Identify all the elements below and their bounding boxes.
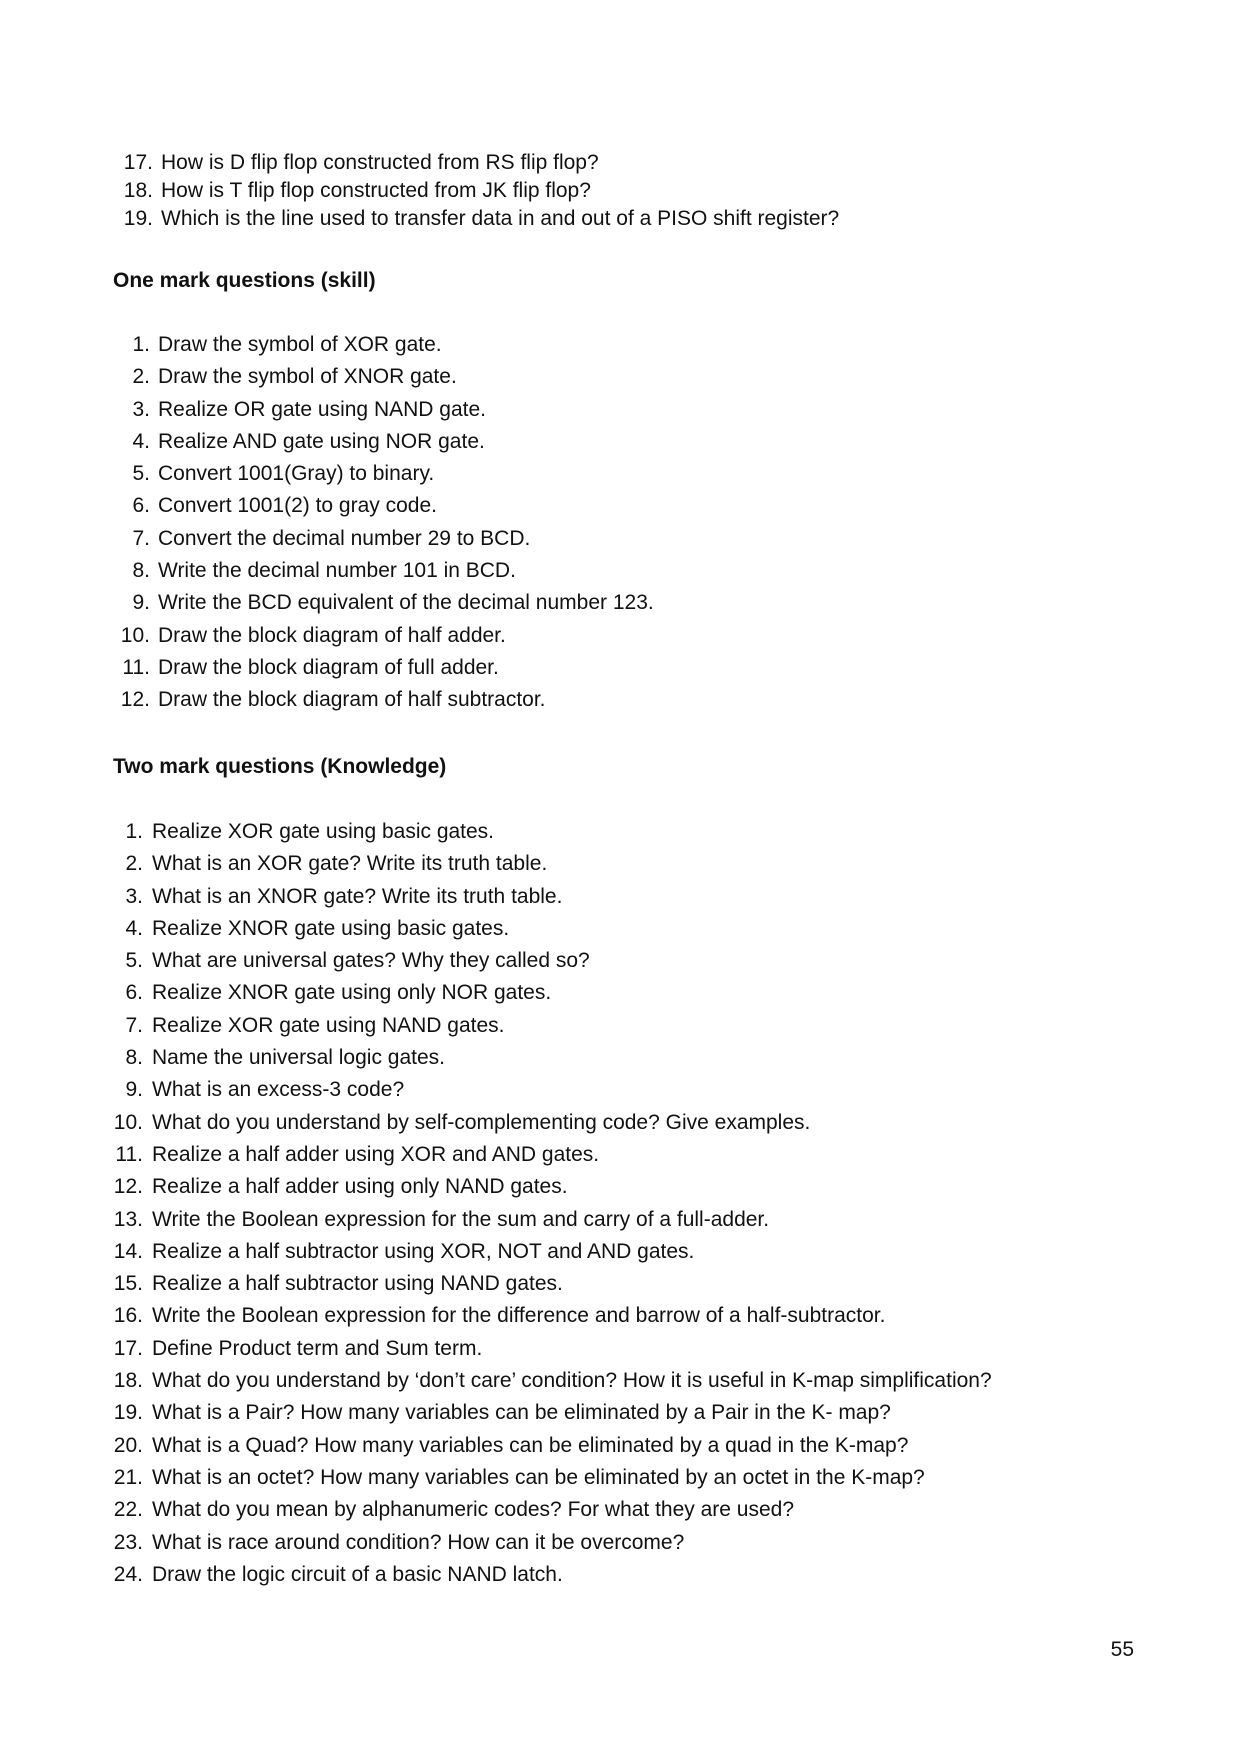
item-text: Draw the block diagram of half adder.	[158, 623, 506, 647]
item-text: What is a Pair? How many variables can be eliminated by a Pair in the K- map?	[152, 1401, 891, 1425]
item-number: 6.	[125, 981, 143, 1005]
item-number: 23.	[113, 1530, 143, 1554]
item-number: 18.	[123, 179, 153, 202]
page-number: 55	[1110, 1638, 1134, 1661]
item-text: Convert 1001(2) to gray code.	[158, 494, 437, 518]
item-text: Draw the symbol of XNOR gate.	[158, 365, 457, 389]
section-heading-two-mark-knowledge: Two mark questions (Knowledge)	[113, 755, 447, 778]
item-number: 5.	[125, 949, 143, 973]
item-text: Write the Boolean expression for the sum and carry of a full-adder.	[152, 1207, 770, 1231]
item-text: Name the universal logic gates.	[152, 1046, 445, 1070]
section-heading-one-mark-skill: One mark questions (skill)	[113, 269, 376, 292]
item-text: What is an excess-3 code?	[152, 1078, 405, 1102]
item-text: Convert the decimal number 29 to BCD.	[158, 526, 531, 550]
item-number: 6.	[132, 494, 150, 518]
item-text: Draw the block diagram of full adder.	[158, 655, 499, 679]
item-number: 1.	[132, 333, 150, 356]
item-text: Realize XOR gate using basic gates.	[152, 820, 495, 843]
item-number: 21.	[113, 1465, 143, 1489]
item-number: 10.	[113, 1110, 143, 1134]
item-number: 12.	[113, 1175, 143, 1199]
item-text: Realize a half subtractor using XOR, NOT and AND gates.	[152, 1239, 695, 1263]
item-number: 7.	[132, 526, 150, 550]
item-number: 10.	[120, 623, 150, 647]
item-text: Convert 1001(Gray) to binary.	[158, 462, 435, 486]
item-number: 17.	[113, 1336, 143, 1360]
item-text: What is an XOR gate? Write its truth table.	[152, 852, 548, 876]
item-text: What do you mean by alphanumeric codes? For what they are used?	[152, 1498, 795, 1522]
item-number: 1.	[125, 820, 143, 843]
item-text: Realize AND gate using NOR gate.	[158, 429, 485, 453]
item-number: 9.	[125, 1078, 143, 1102]
item-text: What is an octet? How many variables can be eliminated by an octet in the K-map?	[152, 1465, 925, 1489]
item-number: 19.	[123, 207, 153, 230]
item-number: 2.	[132, 365, 150, 389]
item-text: Which is the line used to transfer data in and out of a PISO shift register?	[161, 207, 840, 230]
item-number: 13.	[113, 1207, 143, 1231]
item-text: What do you understand by ‘don’t care’ condition? How it is useful in K-map simplification?	[152, 1369, 992, 1393]
item-text: What do you understand by self-complementing code? Give examples.	[152, 1110, 811, 1134]
item-number: 9.	[132, 591, 150, 615]
item-text: Write the BCD equivalent of the decimal number 123.	[158, 591, 654, 615]
item-text: Realize XNOR gate using only NOR gates.	[152, 981, 552, 1005]
item-number: 11.	[115, 1142, 143, 1166]
item-number: 2.	[125, 852, 143, 876]
item-number: 7.	[125, 1013, 143, 1037]
item-number: 19.	[113, 1401, 143, 1425]
item-text: Draw the block diagram of half subtractor.	[158, 688, 546, 712]
item-number: 17.	[123, 151, 153, 174]
item-text: What is race around condition? How can it be overcome?	[152, 1530, 685, 1554]
item-text: How is D flip flop constructed from RS flip flop?	[161, 151, 599, 174]
item-text: Realize a half subtractor using NAND gates.	[152, 1272, 563, 1296]
item-number: 16.	[113, 1304, 143, 1328]
item-number: 18.	[113, 1369, 143, 1393]
item-text: Write the Boolean expression for the difference and barrow of a half-subtractor.	[152, 1304, 886, 1328]
item-text: Draw the logic circuit of a basic NAND latch.	[152, 1562, 563, 1586]
item-text: How is T flip flop constructed from JK flip flop?	[161, 179, 591, 202]
item-number: 3.	[132, 397, 150, 421]
item-text: What is a Quad? How many variables can be eliminated by a quad in the K-map?	[152, 1433, 909, 1457]
item-number: 11.	[122, 655, 150, 679]
item-text: Write the decimal number 101 in BCD.	[158, 559, 516, 583]
item-number: 4.	[132, 429, 150, 453]
item-text: Draw the symbol of XOR gate.	[158, 333, 442, 356]
item-number: 24.	[113, 1562, 143, 1586]
item-text: What is an XNOR gate? Write its truth table.	[152, 884, 563, 908]
item-number: 8.	[125, 1046, 143, 1070]
item-text: Define Product term and Sum term.	[152, 1336, 483, 1360]
item-number: 20.	[113, 1433, 143, 1457]
item-number: 5.	[132, 462, 150, 486]
item-number: 15.	[113, 1272, 143, 1296]
item-number: 22.	[113, 1498, 143, 1522]
item-number: 14.	[113, 1239, 143, 1263]
item-text: What are universal gates? Why they called so?	[152, 949, 590, 973]
item-text: Realize a half adder using only NAND gates.	[152, 1175, 568, 1199]
item-number: 8.	[132, 559, 150, 583]
item-text: Realize a half adder using XOR and AND gates.	[152, 1142, 600, 1166]
item-text: Realize XNOR gate using basic gates.	[152, 916, 510, 940]
item-number: 3.	[125, 884, 143, 908]
item-text: Realize OR gate using NAND gate.	[158, 397, 486, 421]
item-number: 12.	[120, 688, 150, 712]
item-text: Realize XOR gate using NAND gates.	[152, 1013, 505, 1037]
item-number: 4.	[125, 916, 143, 940]
